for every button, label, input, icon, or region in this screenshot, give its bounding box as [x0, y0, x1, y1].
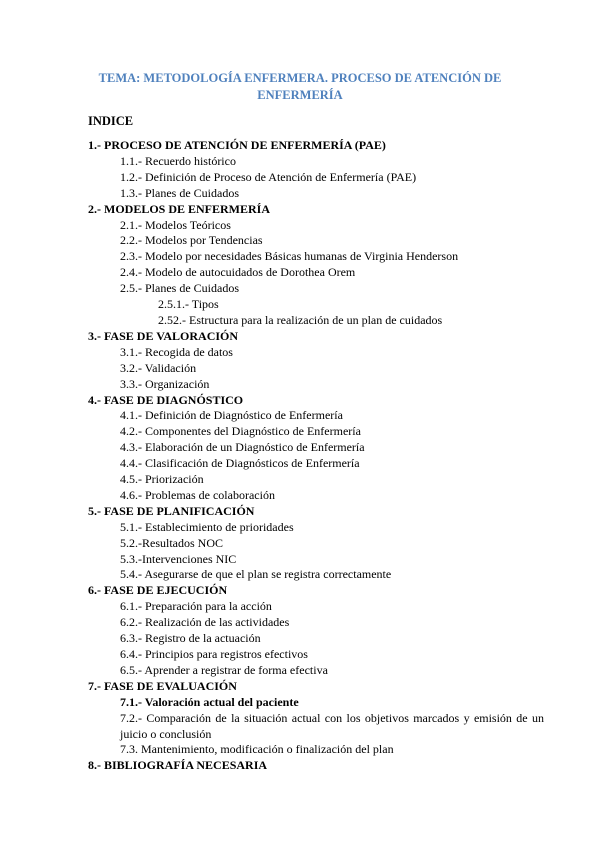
toc-section-heading: 1.- PROCESO DE ATENCIÓN DE ENFERMERÍA (PAE) — [88, 138, 386, 152]
toc-section-heading: 6.- FASE DE EJECUCIÓN — [88, 583, 228, 598]
toc-entry: 6.2.- Realización de las actividades — [120, 615, 290, 630]
toc-entry: 4.4.- Clasificación de Diagnósticos de Enfermería — [120, 456, 360, 471]
toc-entry: 2.5.- Planes de Cuidados — [120, 281, 239, 296]
toc-entry: 2.1.- Modelos Teóricos — [120, 217, 231, 232]
toc-entry: 4.3.- Elaboración de un Diagnóstico de Enfermería — [120, 440, 365, 455]
toc-entry: 2.52.- Estructura para la realización de un plan de cuidados — [158, 312, 443, 327]
toc-section-heading: 4.- FASE DE DIAGNÓSTICO — [88, 392, 244, 407]
toc-entry: 4.1.- Definición de Diagnóstico de Enfermería — [120, 408, 343, 423]
toc-entry: 3.2.- Validación — [120, 360, 197, 375]
toc-section-heading: 8.- BIBLIOGRAFÍA NECESARIA — [88, 758, 268, 773]
toc-entry: 6.1.- Preparación para la acción — [120, 599, 272, 614]
toc-entry: 7.3. Mantenimiento, modificación o finalización del plan — [120, 742, 394, 757]
document-title: TEMA: METODOLOGÍA ENFERMERA. PROCESO DE ATENCIÓN DE ENFERMERÍA — [98, 71, 502, 102]
toc-entry: 3.3.- Organización — [120, 376, 210, 391]
toc-entry: 4.5.- Priorización — [120, 472, 204, 487]
toc-entry: 2.4.- Modelo de autocuidados de Dorothea Orem — [120, 265, 356, 280]
toc-entry: 5.3.-Intervenciones NIC — [120, 551, 237, 566]
toc-entry: 7.1.- Valoración actual del paciente — [120, 694, 299, 709]
toc-section-heading: 5.- FASE DE PLANIFICACIÓN — [88, 503, 255, 518]
index-heading: INDICE — [88, 114, 134, 128]
toc-entry: 2.5.1.- Tipos — [158, 297, 219, 312]
toc-entry: 2.2.- Modelos por Tendencias — [120, 233, 263, 248]
toc-entry: 2.3.- Modelo por necesidades Básicas humanas de Virginia Henderson — [120, 249, 459, 264]
toc-entry: 5.4.- Asegurarse de que el plan se registra correctamente — [120, 567, 392, 582]
toc-entry: 6.3.- Registro de la actuación — [120, 631, 261, 646]
toc-entry: 4.6.- Problemas de colaboración — [120, 487, 275, 502]
toc-entry: 6.5.- Aprender a registrar de forma efectiva — [120, 662, 328, 677]
toc-entry: 5.2.-Resultados NOC — [120, 535, 223, 550]
toc-entry: 1.2.- Definición de Proceso de Atención de Enfermería (PAE) — [120, 169, 417, 184]
toc-entry: 6.4.- Principios para registros efectivos — [120, 647, 308, 661]
toc-entry: 1.1.- Recuerdo histórico — [120, 153, 236, 168]
toc-section-heading: 7.- FASE DE EVALUACIÓN — [88, 678, 237, 693]
toc-entry: 4.2.- Componentes del Diagnóstico de Enfermería — [120, 424, 361, 439]
toc-section-heading: 3.- FASE DE VALORACIÓN — [88, 328, 239, 343]
toc-entry: 7.2.- Comparación de la situación actual con los objetivos marcados y emisión de un juicio o conclusión — [120, 710, 544, 741]
toc-entry: 3.1.- Recogida de datos — [120, 344, 233, 359]
toc-section-heading: 2.- MODELOS DE ENFERMERÍA — [88, 201, 271, 216]
toc-entry: 5.1.- Establecimiento de prioridades — [120, 519, 294, 534]
table-of-contents — [0, 138, 600, 774]
toc-entry: 1.3.- Planes de Cuidados — [120, 185, 239, 200]
